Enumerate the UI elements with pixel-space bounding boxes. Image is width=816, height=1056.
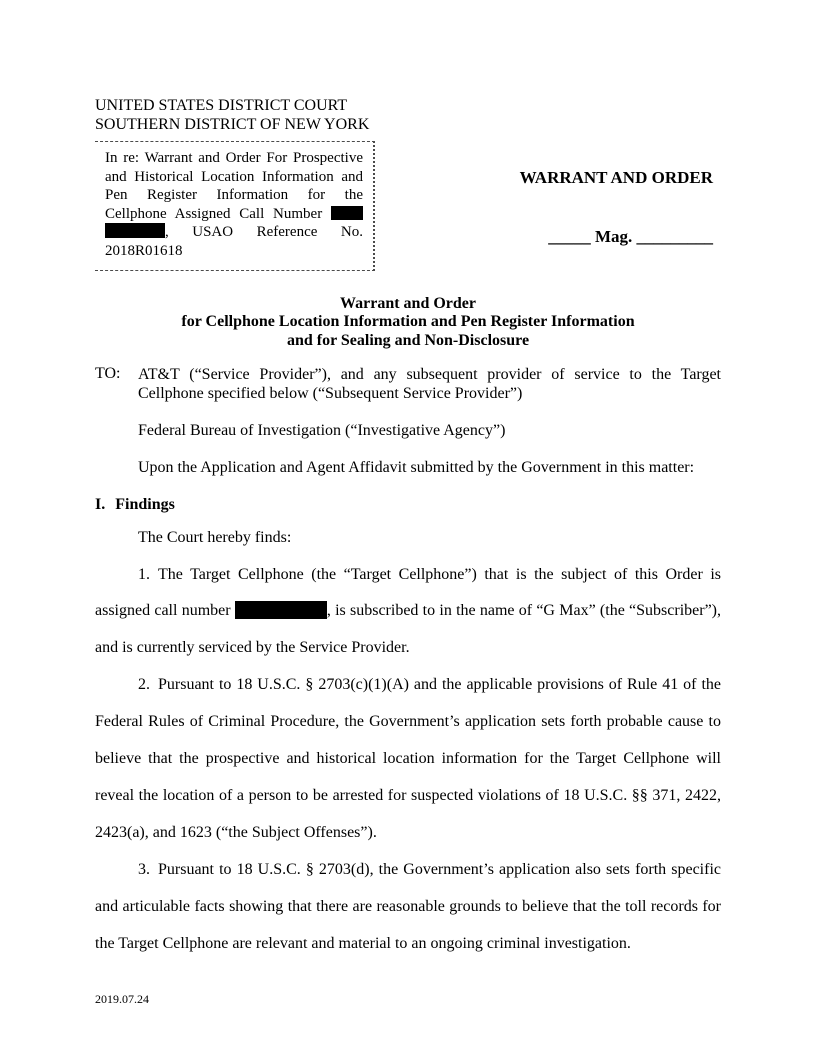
service-provider-paragraph: AT&T (“Service Provider”), and any subsequent provider of service to the Target Cellphone specified below (“Subsequent Service Provider”) xyxy=(138,365,721,402)
upon-application-line: Upon the Application and Agent Affidavit submitted by the Government in this matter: xyxy=(138,458,695,476)
paragraph-text: , is subscribed to in the name of “G Max” (the “Subscriber”), and is currently serviced by the Service Provider. xyxy=(95,602,722,657)
district-name: SOUTHERN DISTRICT OF NEW YORK xyxy=(95,116,370,133)
paragraph-text: The Target Cellphone (the “Target Cellphone”) that is the subject of this Order is assigned call number xyxy=(95,565,721,620)
section-label: Findings xyxy=(115,495,175,513)
caption-line xyxy=(105,205,363,224)
warrant-and-order-label: WARRANT AND ORDER xyxy=(519,168,713,187)
paragraph-number: 2. xyxy=(138,676,150,694)
caption-text: , USAO Reference No. xyxy=(165,224,363,241)
caption-text: In re: Warrant and Order For Prospective xyxy=(105,150,363,166)
title-line-2: for Cellphone Location Information and Pen Register Information xyxy=(181,313,635,331)
redaction-box xyxy=(105,223,165,238)
caption-line xyxy=(105,149,363,168)
caption-line xyxy=(105,223,363,242)
case-caption-box xyxy=(95,141,375,271)
date-stamp: 2019.07.24 xyxy=(95,992,149,1006)
paragraph-number: 3. xyxy=(138,860,150,878)
mag-number-blank: _____ Mag. _________ xyxy=(548,227,713,246)
caption-line xyxy=(105,186,363,205)
paragraph-text: Pursuant to 18 U.S.C. § 2703(d), the Government’s application also sets forth specific and articulable facts showing that there are reasonable grounds to believe that the toll records for the Target Cellphone are relevant and material to an ongoing criminal investigation. xyxy=(95,860,721,952)
finding-paragraph-2 xyxy=(95,667,721,852)
redaction-box xyxy=(331,206,363,220)
caption-right-column xyxy=(513,141,713,247)
findings-intro: The Court hereby finds: xyxy=(138,528,292,546)
caption-text: Cellphone Assigned Call Number xyxy=(105,205,323,222)
title-line-1: Warrant and Order xyxy=(340,294,476,312)
caption-line xyxy=(105,168,363,187)
caption-text: Pen Register Information for the xyxy=(105,187,363,204)
finding-paragraph-3 xyxy=(95,852,721,963)
document-content xyxy=(95,96,721,963)
document-title xyxy=(95,295,721,351)
finding-paragraph-1 xyxy=(95,557,721,668)
caption-line xyxy=(105,242,363,261)
usao-reference-number: 2018R01618 xyxy=(105,242,183,259)
redaction-box xyxy=(235,601,327,619)
court-name: UNITED STATES DISTRICT COURT xyxy=(95,97,348,114)
paragraph-number: 1. xyxy=(138,565,150,583)
court-header xyxy=(95,96,721,134)
caption-row xyxy=(95,141,721,271)
section-numeral: I. xyxy=(95,495,106,513)
to-section xyxy=(95,365,721,403)
to-label: TO: xyxy=(95,364,121,382)
investigative-agency-line: Federal Bureau of Investigation (“Investigative Agency”) xyxy=(138,421,506,439)
paragraph-text: Pursuant to 18 U.S.C. § 2703(c)(1)(A) and the applicable provisions of Rule 41 of the Federal Rules of Criminal Procedure, the Government’s application sets forth probable cause to believe that the prospective and historical location information for the Target Cellphone will reveal the location of a person to be arrested for suspected violations of 18 U.S.C. §§ 371, 2422, 2423(a), and 1623 (“the Subject Offenses”). xyxy=(95,676,721,841)
title-line-3: and for Sealing and Non-Disclosure xyxy=(286,331,530,349)
caption-text: and Historical Location Information and xyxy=(105,168,363,185)
findings-heading xyxy=(95,495,721,514)
